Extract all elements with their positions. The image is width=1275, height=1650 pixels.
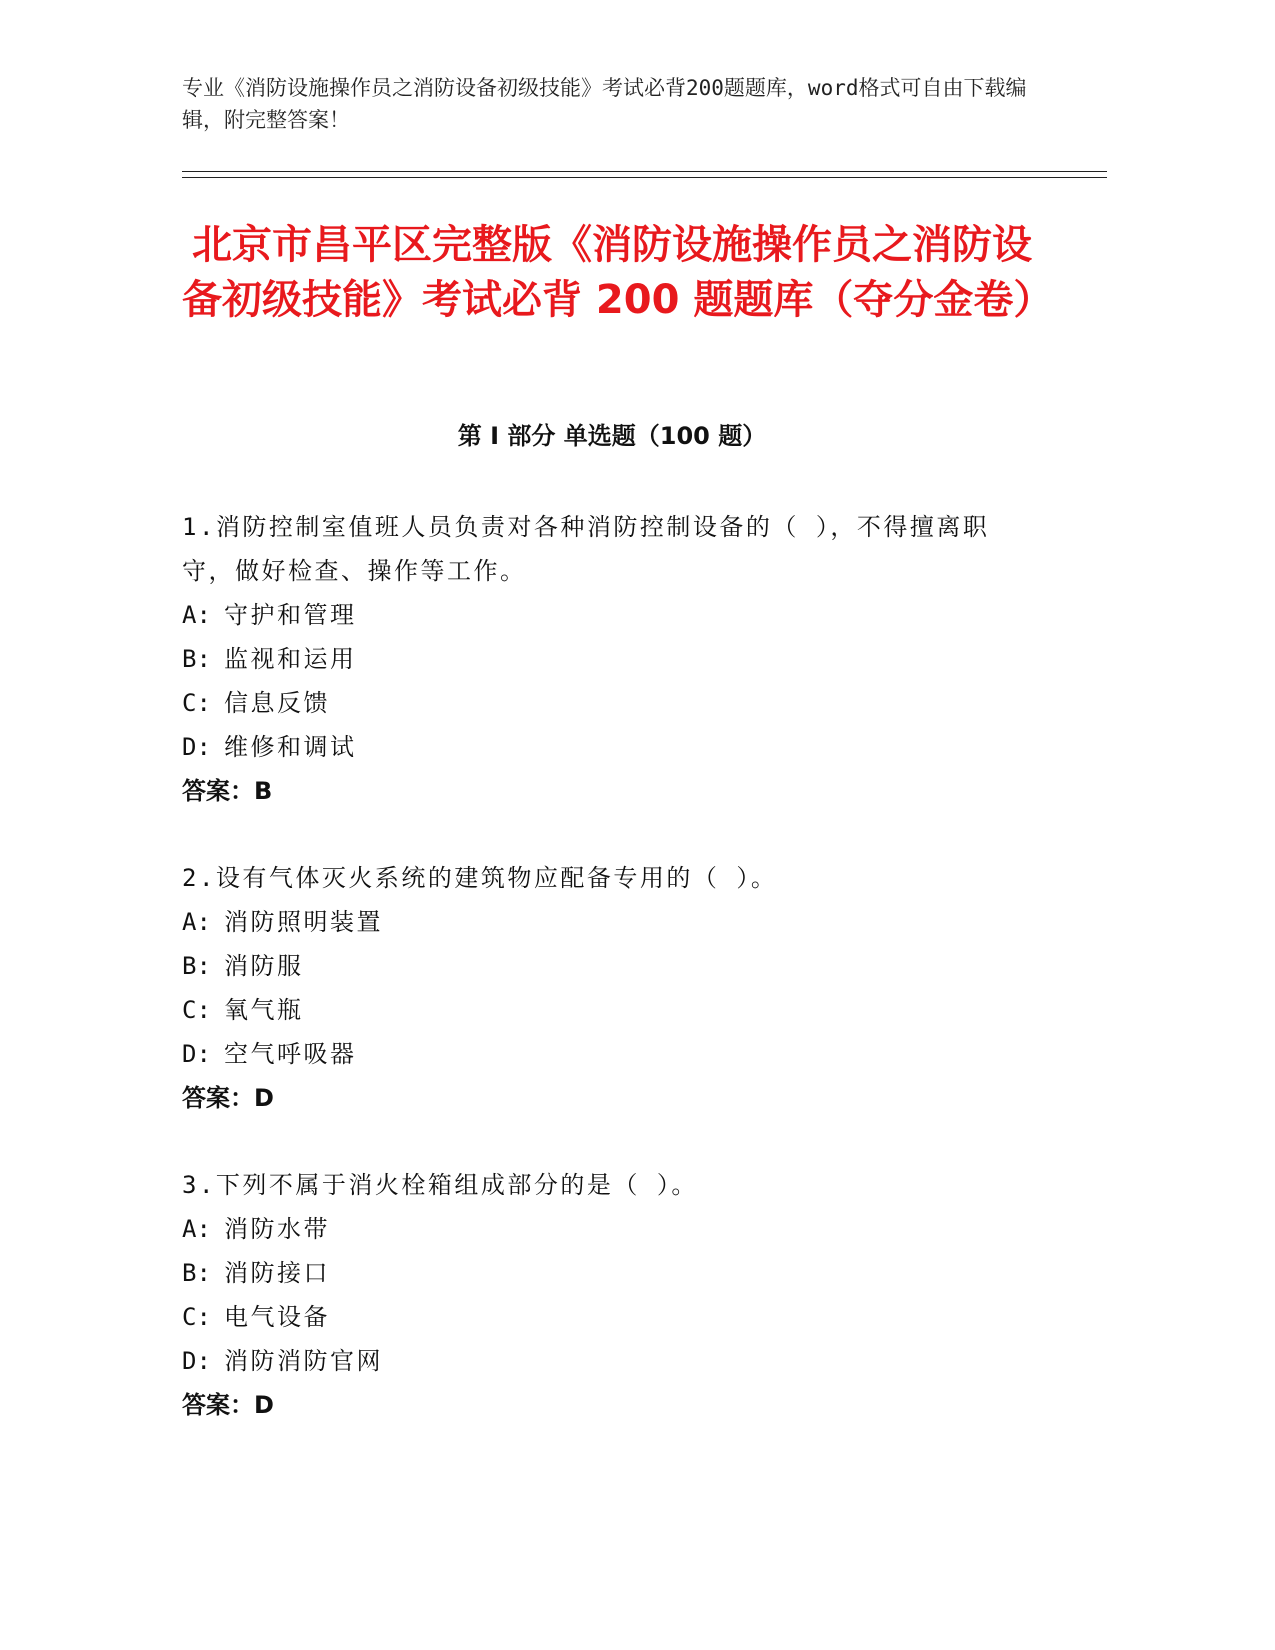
option-key: D:: [182, 733, 211, 761]
option-d: [182, 1032, 1042, 1076]
option-key: C:: [182, 996, 211, 1024]
option-key: A:: [182, 601, 211, 629]
option-text: 消防接口: [224, 1259, 330, 1287]
option-key: D:: [182, 1040, 211, 1068]
header-rule-bottom: [182, 177, 1107, 178]
option-a: [182, 1207, 1042, 1251]
question-3: [182, 1163, 1042, 1427]
option-b: [182, 944, 1042, 988]
option-text: 消防照明装置: [224, 908, 383, 936]
option-key: C:: [182, 689, 211, 717]
question-list: [182, 505, 1042, 1470]
option-text: 电气设备: [224, 1303, 330, 1331]
option-text: 守护和管理: [224, 601, 357, 629]
question-stem: 2.设有气体灭火系统的建筑物应配备专用的（ ）。: [182, 864, 778, 892]
option-key: B:: [182, 1259, 211, 1287]
option-c: [182, 681, 1042, 725]
option-a: [182, 900, 1042, 944]
question-stem: 3.下列不属于消火栓箱组成部分的是（ ）。: [182, 1171, 698, 1199]
section-heading: 第 I 部分 单选题（100 题）: [457, 422, 767, 450]
document-title: 北京市昌平区完整版《消防设施操作员之消防设备初级技能》考试必背 200 题题库（夺分金卷）: [182, 222, 1054, 323]
option-b: [182, 637, 1042, 681]
option-key: A:: [182, 1215, 211, 1243]
option-key: D:: [182, 1347, 211, 1375]
answer: 答案：D: [182, 1391, 274, 1419]
option-text: 信息反馈: [224, 689, 330, 717]
option-key: B:: [182, 645, 211, 673]
option-text: 氧气瓶: [224, 996, 304, 1024]
option-text: 维修和调试: [224, 733, 357, 761]
option-text: 消防消防官网: [224, 1347, 383, 1375]
option-key: C:: [182, 1303, 211, 1331]
option-d: [182, 1339, 1042, 1383]
option-a: [182, 593, 1042, 637]
option-text: 消防服: [224, 952, 304, 980]
option-key: A:: [182, 908, 211, 936]
question-stem: 1.消防控制室值班人员负责对各种消防控制设备的（ ），不得擅离职守，做好检查、操作等工作。: [182, 513, 990, 585]
answer: 答案：D: [182, 1084, 274, 1112]
option-d: [182, 725, 1042, 769]
option-key: B:: [182, 952, 211, 980]
option-c: [182, 988, 1042, 1032]
option-text: 消防水带: [224, 1215, 330, 1243]
option-text: 空气呼吸器: [224, 1040, 357, 1068]
header-rule-top: [182, 171, 1107, 172]
question-1: [182, 505, 1042, 813]
option-c: [182, 1295, 1042, 1339]
option-text: 监视和运用: [224, 645, 357, 673]
option-b: [182, 1251, 1042, 1295]
header-note: 专业《消防设施操作员之消防设备初级技能》考试必背200题题库，word格式可自由下载编辑，附完整答案！: [182, 76, 1027, 132]
question-2: [182, 856, 1042, 1120]
answer: 答案：B: [182, 777, 273, 805]
